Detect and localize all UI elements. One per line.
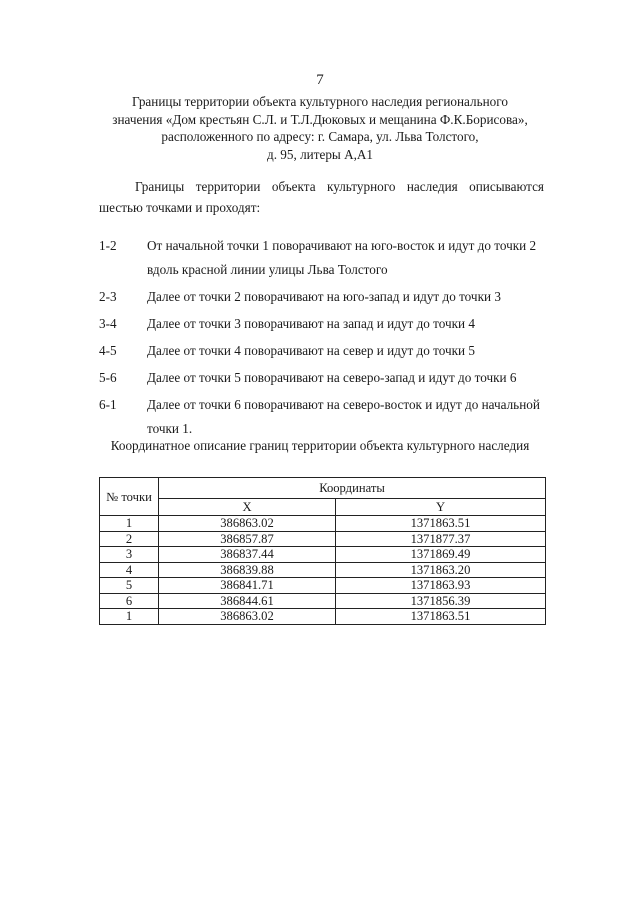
boundary-segments-list <box>99 236 559 446</box>
x-cell: 386837.44 <box>159 547 336 563</box>
intro-paragraph <box>99 176 544 218</box>
segment-item <box>99 314 559 336</box>
segment-line: Далее от точки 2 поворачивают на юго-запад и идут до точки 3 <box>147 289 501 304</box>
segment-item <box>99 236 559 282</box>
y-cell: 1371877.37 <box>336 531 546 547</box>
point-number-cell: 3 <box>100 547 159 563</box>
segment-description <box>147 312 559 336</box>
segment-description <box>147 339 559 363</box>
segment-label: 6-1 <box>99 397 117 412</box>
header-x: X <box>159 499 336 516</box>
y-cell: 1371856.39 <box>336 593 546 609</box>
segment-line: вдоль красной линии улицы Льва Толстого <box>147 262 388 277</box>
segment-label: 5-6 <box>99 370 117 385</box>
y-cell: 1371863.51 <box>336 516 546 532</box>
x-cell: 386857.87 <box>159 531 336 547</box>
segment-line: Далее от точки 4 поворачивают на север и идут до точки 5 <box>147 343 475 358</box>
segment-line: Далее от точки 6 поворачивают на северо-восток и идут до начальной <box>147 397 540 412</box>
point-number-cell: 5 <box>100 578 159 594</box>
segment-label: 4-5 <box>99 343 117 358</box>
x-cell: 386844.61 <box>159 593 336 609</box>
title-line: Границы территории объекта культурного наследия регионального <box>132 94 508 109</box>
point-number-cell: 4 <box>100 562 159 578</box>
table-row <box>100 609 546 625</box>
segment-description <box>147 234 559 282</box>
table-row <box>100 531 546 547</box>
page-number: 7 <box>316 72 324 88</box>
segment-label: 3-4 <box>99 316 117 331</box>
table-row <box>100 562 546 578</box>
table-row <box>100 516 546 532</box>
document-title <box>60 93 580 163</box>
x-cell: 386839.88 <box>159 562 336 578</box>
header-point-number: № точки <box>100 478 159 516</box>
segment-line: От начальной точки 1 поворачивают на юго-восток и идут до точки 2 <box>147 238 537 253</box>
title-line: расположенного по адресу: г. Самара, ул. Льва Толстого, <box>161 129 479 144</box>
table-row <box>100 593 546 609</box>
title-line: д. 95, литеры А,А1 <box>266 146 374 162</box>
coordinates-heading: Координатное описание границ территории объекта культурного наследия <box>110 438 530 453</box>
point-number-cell: 6 <box>100 593 159 609</box>
table-row <box>100 578 546 594</box>
y-cell: 1371869.49 <box>336 547 546 563</box>
segment-item <box>99 287 559 309</box>
intro-line: Границы территории объекта культурного наследия описываются <box>135 179 544 194</box>
segment-description <box>147 285 559 309</box>
segment-item <box>99 368 559 390</box>
segment-description <box>147 393 559 441</box>
header-y: Y <box>336 499 546 516</box>
y-cell: 1371863.51 <box>336 609 546 625</box>
segment-label: 2-3 <box>99 289 117 304</box>
y-cell: 1371863.20 <box>336 562 546 578</box>
point-number-cell: 1 <box>100 609 159 625</box>
segment-label: 1-2 <box>99 238 117 253</box>
segment-line: Далее от точки 5 поворачивают на северо-запад и идут до точки 6 <box>147 370 517 385</box>
y-cell: 1371863.93 <box>336 578 546 594</box>
segment-line: точки 1. <box>147 421 193 436</box>
intro-line: шестью точками и проходят: <box>99 200 261 215</box>
header-coordinates: Координаты <box>159 478 546 499</box>
x-cell: 386841.71 <box>159 578 336 594</box>
point-number-cell: 2 <box>100 531 159 547</box>
x-cell: 386863.02 <box>159 609 336 625</box>
table-row <box>100 547 546 563</box>
coordinates-table <box>99 477 546 625</box>
segment-item <box>99 341 559 363</box>
segment-line: Далее от точки 3 поворачивают на запад и идут до точки 4 <box>147 316 476 331</box>
title-line: значения «Дом крестьян С.Л. и Т.Л.Дюковых и мещанина Ф.К.Борисова», <box>112 111 528 127</box>
segment-description <box>147 366 559 390</box>
point-number-cell: 1 <box>100 516 159 532</box>
x-cell: 386863.02 <box>159 516 336 532</box>
segment-item <box>99 395 559 441</box>
